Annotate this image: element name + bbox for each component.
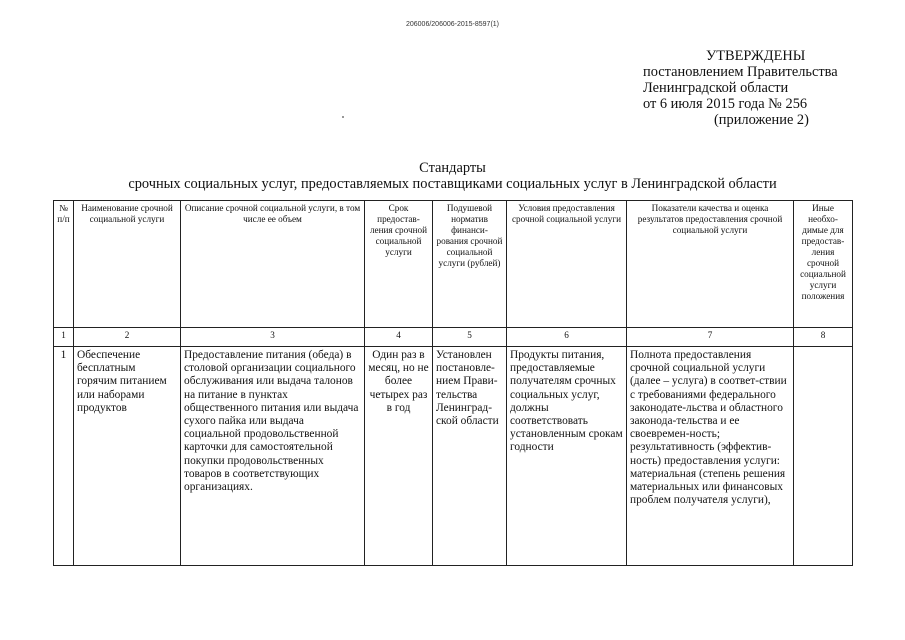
standards-table	[53, 200, 853, 566]
approval-line: от 6 июля 2015 года № 256	[643, 96, 808, 112]
scan-speck	[342, 116, 344, 118]
approval-line: (приложение 2)	[714, 112, 809, 128]
row-number: 1	[54, 347, 74, 566]
table-header-row	[54, 201, 853, 328]
column-number: 1	[54, 328, 74, 347]
approval-block	[643, 48, 883, 128]
header-cell: Иные необхо-димые для предостав-ления срочной социальной услуги положения	[794, 201, 853, 328]
column-number: 8	[794, 328, 853, 347]
funding-norm: Установлен постановле-нием Прави-тельства Ленинград-ской области	[433, 347, 507, 566]
approval-line: постановлением Правительства	[643, 64, 838, 80]
header-cell: Срок предостав-ления срочной социальной услуги	[365, 201, 433, 328]
header-cell: № п/п	[54, 201, 74, 328]
column-number: 6	[507, 328, 627, 347]
header-cell: Описание срочной социальной услуги, в том числе ее объем	[181, 201, 365, 328]
service-description: Предоставление питания (обеда) в столовой организации социального обслуживания или выдача талонов на питание в пунктах общественного питания или выдача сухого пайка или выдача социальной продовольственной карточки для самостоятельной покупки продовольственных товаров в соответствующих организациях.	[181, 347, 365, 566]
service-conditions: Продукты питания, предоставляемые получателям срочных социальных услуг, должны соответствовать установленным срокам годности	[507, 347, 627, 566]
service-name: Обеспечение бесплатным горячим питанием или наборами продуктов	[74, 347, 181, 566]
approval-heading: УТВЕРЖДЕНЫ	[706, 48, 806, 64]
other-provisions	[794, 347, 853, 566]
column-number: 3	[181, 328, 365, 347]
column-number-row	[54, 328, 853, 347]
document-title: Стандарты	[419, 160, 486, 176]
approval-line: Ленинградской области	[643, 80, 789, 96]
header-cell: Наименование срочной социальной услуги	[74, 201, 181, 328]
header-cell: Условия предоставления срочной социальной услуги	[507, 201, 627, 328]
table-row	[54, 347, 853, 566]
column-number: 2	[74, 328, 181, 347]
column-number: 7	[627, 328, 794, 347]
column-number: 4	[365, 328, 433, 347]
document-id: 206006/206006-2015-8597(1)	[405, 21, 500, 28]
column-number: 5	[433, 328, 507, 347]
header-cell: Подушевой норматив финанси-рования срочной социальной услуги (рублей)	[433, 201, 507, 328]
document-subtitle: срочных социальных услуг, предоставляемых поставщиками социальных услуг в Ленинградской области	[128, 176, 777, 192]
quality-indicators: Полнота предоставления срочной социальной услуги (далее – услуга) в соответ-ствии с требованиями федерального законодате-льства и областного законода-тельства и ее своевремен-ность; результативность (эффектив-ность) предоставления услуги: материальная (степень решения материальных или финансовых проблем получателя услуги),	[627, 347, 794, 566]
header-cell: Показатели качества и оценка результатов предоставления срочной социальной услуги	[627, 201, 794, 328]
service-term: Один раз в месяц, но не более четырех раз в год	[365, 347, 433, 566]
